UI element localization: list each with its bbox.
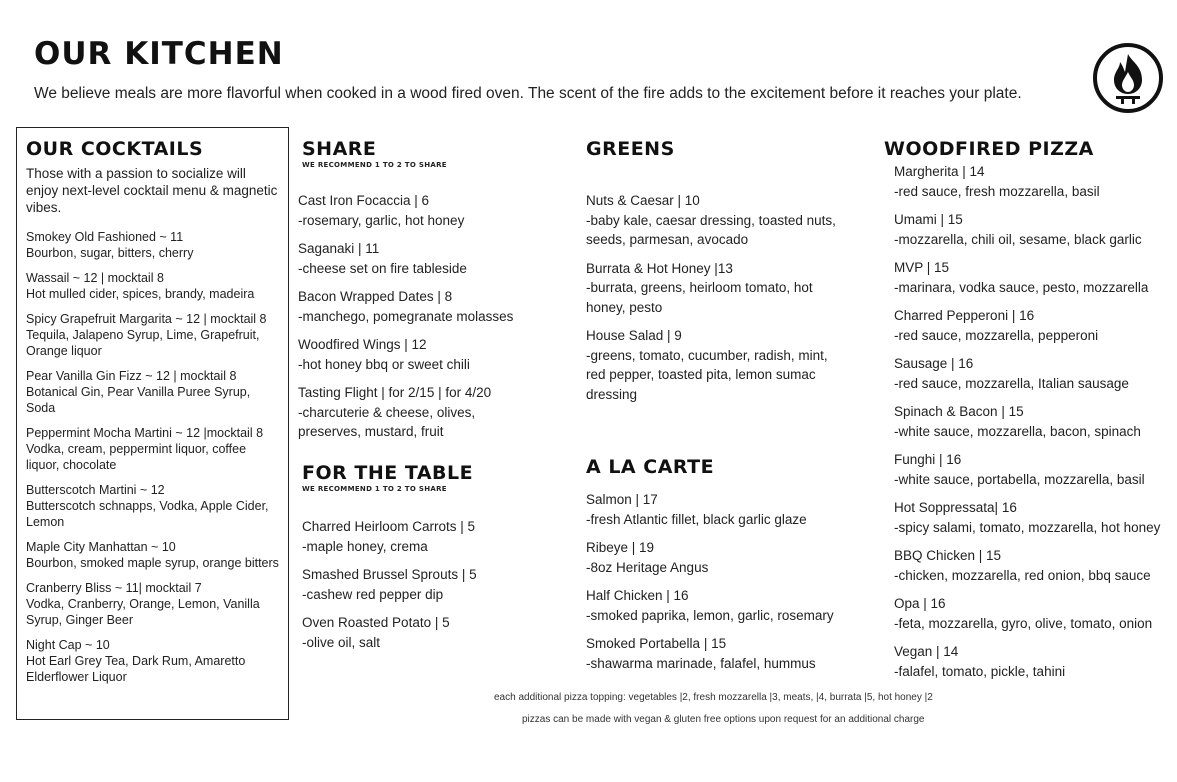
menu-item <box>298 335 568 374</box>
menu-item <box>894 306 1174 345</box>
item-desc: -olive oil, salt <box>302 634 381 650</box>
menu-item <box>894 450 1174 489</box>
menu-item <box>586 326 841 404</box>
share-list <box>298 191 568 451</box>
menu-item <box>586 490 866 529</box>
cocktails-blurb: Those with a passion to socialize will enjoy next-level cocktail menu & magnetic vibes. <box>26 166 278 215</box>
item-name: Oven Roasted Potato | 5 <box>302 615 450 630</box>
menu-item <box>586 538 866 577</box>
menu-item <box>894 642 1174 681</box>
item-desc: -manchego, pomegranate molasses <box>298 308 514 324</box>
item-desc: -maple honey, crema <box>302 538 428 554</box>
item-desc: -8oz Heritage Angus <box>586 559 709 575</box>
pizza-list <box>894 162 1174 690</box>
share-heading: SHARE <box>302 138 377 160</box>
menu-item <box>894 258 1174 297</box>
cocktail-desc: Botanical Gin, Pear Vanilla Puree Syrup, Soda <box>26 385 251 415</box>
item-name: Tasting Flight | for 2/15 | for 4/20 <box>298 385 492 400</box>
pizza-section <box>884 138 1164 160</box>
item-name: BBQ Chicken | 15 <box>894 548 1002 563</box>
item-desc: -white sauce, portabella, mozzarella, basil <box>894 471 1145 487</box>
share-section <box>302 138 572 169</box>
cocktail-desc: Bourbon, smoked maple syrup, orange bitters <box>26 556 279 570</box>
item-name: Half Chicken | 16 <box>586 588 689 603</box>
menu-item <box>302 565 572 604</box>
cocktail-name: Smokey Old Fashioned ~ 11 <box>26 230 184 244</box>
cocktails-heading: OUR COCKTAILS <box>26 138 204 160</box>
menu-item <box>302 517 572 556</box>
table-heading: FOR THE TABLE <box>302 462 474 484</box>
cocktail-name: Night Cap ~ 10 <box>26 638 110 652</box>
cocktail-item <box>26 270 279 302</box>
item-desc: -fresh Atlantic fillet, black garlic glaze <box>586 511 807 527</box>
item-desc: -cashew red pepper dip <box>302 586 444 602</box>
item-name: MVP | 15 <box>894 260 950 275</box>
cocktail-name: Wassail ~ 12 | mocktail 8 <box>26 271 164 285</box>
cocktail-item <box>26 580 279 628</box>
cocktail-item <box>26 425 279 473</box>
item-desc: -chicken, mozzarella, red onion, bbq sauce <box>894 567 1151 583</box>
flame-icon <box>1092 42 1164 114</box>
item-name: Vegan | 14 <box>894 644 959 659</box>
item-desc: -smoked paprika, lemon, garlic, rosemary <box>586 607 834 623</box>
menu-item <box>298 287 568 326</box>
item-name: Charred Pepperoni | 16 <box>894 308 1035 323</box>
menu-item <box>894 354 1174 393</box>
cocktail-item <box>26 482 279 530</box>
item-name: Salmon | 17 <box>586 492 658 507</box>
cocktail-desc: Tequila, Jalapeno Syrup, Lime, Grapefruit, Orange liquor <box>26 328 260 358</box>
item-desc: -shawarma marinade, falafel, hummus <box>586 655 816 671</box>
item-desc: -white sauce, mozzarella, bacon, spinach <box>894 423 1141 439</box>
cocktail-item <box>26 539 279 571</box>
cocktails-section <box>16 127 289 720</box>
dietary-note: pizzas can be made with vegan & gluten free options upon request for an additional charge <box>522 714 925 725</box>
item-desc: -marinara, vodka sauce, pesto, mozzarella <box>894 279 1149 295</box>
table-section <box>302 462 572 493</box>
menu-item <box>302 613 572 652</box>
item-name: Saganaki | 11 <box>298 241 380 256</box>
item-name: Smashed Brussel Sprouts | 5 <box>302 567 477 582</box>
carte-heading: A LA CARTE <box>586 456 715 478</box>
carte-section <box>586 456 856 478</box>
cocktail-desc: Vodka, Cranberry, Orange, Lemon, Vanilla Syrup, Ginger Beer <box>26 597 260 627</box>
menu-item <box>298 191 568 230</box>
page-title: OUR KITCHEN <box>34 36 284 72</box>
pizza-heading: WOODFIRED PIZZA <box>884 138 1094 160</box>
cocktail-name: Cranberry Bliss ~ 11| mocktail 7 <box>26 581 202 595</box>
cocktail-desc: Bourbon, sugar, bitters, cherry <box>26 246 194 260</box>
menu-item <box>894 498 1174 537</box>
menu-item <box>298 383 528 442</box>
item-desc: -greens, tomato, cucumber, radish, mint, red pepper, toasted pita, lemon sumac dressing <box>586 347 828 402</box>
item-desc: -baby kale, caesar dressing, toasted nuts, seeds, parmesan, avocado <box>586 212 836 247</box>
item-desc: -charcuterie & cheese, olives, preserves, mustard, fruit <box>298 404 476 439</box>
cocktail-desc: Butterscotch schnapps, Vodka, Apple Cider, Lemon <box>26 499 269 529</box>
item-desc: -spicy salami, tomato, mozzarella, hot honey <box>894 519 1161 535</box>
cocktail-name: Spicy Grapefruit Margarita ~ 12 | mocktail 8 <box>26 312 267 326</box>
menu-item <box>586 259 841 318</box>
menu-item <box>298 239 568 278</box>
cocktail-item <box>26 229 279 261</box>
topping-note: each additional pizza topping: vegetables |2, fresh mozzarella |3, meats, |4, burrata |5, hot honey |2 <box>494 692 933 703</box>
item-desc: -red sauce, fresh mozzarella, basil <box>894 183 1100 199</box>
menu-item <box>894 162 1174 201</box>
item-name: Cast Iron Focaccia | 6 <box>298 193 430 208</box>
item-name: Ribeye | 19 <box>586 540 655 555</box>
cocktail-name: Peppermint Mocha Martini ~ 12 |mocktail 8 <box>26 426 264 440</box>
item-name: Woodfired Wings | 12 <box>298 337 427 352</box>
menu-item <box>894 546 1174 585</box>
cocktail-item <box>26 637 279 685</box>
cocktail-name: Butterscotch Martini ~ 12 <box>26 483 165 497</box>
carte-list <box>586 490 866 682</box>
item-name: Sausage | 16 <box>894 356 974 371</box>
greens-list <box>586 191 841 413</box>
item-name: Bacon Wrapped Dates | 8 <box>298 289 453 304</box>
item-name: Spinach & Bacon | 15 <box>894 404 1024 419</box>
greens-heading: GREENS <box>586 138 675 160</box>
item-desc: -cheese set on fire tableside <box>298 260 467 276</box>
menu-item <box>586 586 866 625</box>
cocktail-desc: Vodka, cream, peppermint liquor, coffee liquor, chocolate <box>26 442 247 472</box>
share-subheading: WE RECOMMEND 1 TO 2 TO SHARE <box>302 161 447 169</box>
item-desc: -mozzarella, chili oil, sesame, black garlic <box>894 231 1142 247</box>
item-name: Burrata & Hot Honey |13 <box>586 260 733 276</box>
item-name: Nuts & Caesar | 10 <box>586 193 700 208</box>
menu-item <box>586 191 841 250</box>
cocktail-name: Maple City Manhattan ~ 10 <box>26 540 176 554</box>
item-name: Margherita | 14 <box>894 164 985 179</box>
item-desc: -red sauce, mozzarella, pepperoni <box>894 327 1099 343</box>
cocktail-item <box>26 311 279 359</box>
menu-item <box>894 210 1174 249</box>
item-name: Opa | 16 <box>894 596 946 611</box>
item-name: Funghi | 16 <box>894 452 962 467</box>
cocktail-desc: Hot Earl Grey Tea, Dark Rum, Amaretto Elderflower Liquor <box>26 654 246 684</box>
item-name: Charred Heirloom Carrots | 5 <box>302 519 476 534</box>
item-desc: -falafel, tomato, pickle, tahini <box>894 663 1066 679</box>
item-name: House Salad | 9 <box>586 328 682 343</box>
cocktail-name: Pear Vanilla Gin Fizz ~ 12 | mocktail 8 <box>26 369 237 383</box>
item-desc: -burrata, greens, heirloom tomato, hot honey, pesto <box>586 280 813 315</box>
table-subheading: WE RECOMMEND 1 TO 2 TO SHARE <box>302 485 447 493</box>
table-list <box>302 517 572 661</box>
item-name: Umami | 15 <box>894 212 963 227</box>
item-name: Hot Soppressata| 16 <box>894 500 1017 515</box>
menu-item <box>586 634 866 673</box>
item-name: Smoked Portabella | 15 <box>586 636 727 651</box>
greens-section <box>586 138 856 160</box>
cocktail-desc: Hot mulled cider, spices, brandy, madeira <box>26 287 255 301</box>
menu-item <box>894 594 1174 633</box>
item-desc: -rosemary, garlic, hot honey <box>298 212 465 228</box>
menu-item <box>894 402 1174 441</box>
item-desc: -red sauce, mozzarella, Italian sausage <box>894 375 1129 391</box>
cocktail-item <box>26 368 279 416</box>
item-desc: -hot honey bbq or sweet chili <box>298 356 470 372</box>
intro-text: We believe meals are more flavorful when cooked in a wood fired oven. The scent of the fire adds to the excitement before it reaches your plate. <box>34 85 1022 102</box>
item-desc: -feta, mozzarella, gyro, olive, tomato, onion <box>894 615 1153 631</box>
